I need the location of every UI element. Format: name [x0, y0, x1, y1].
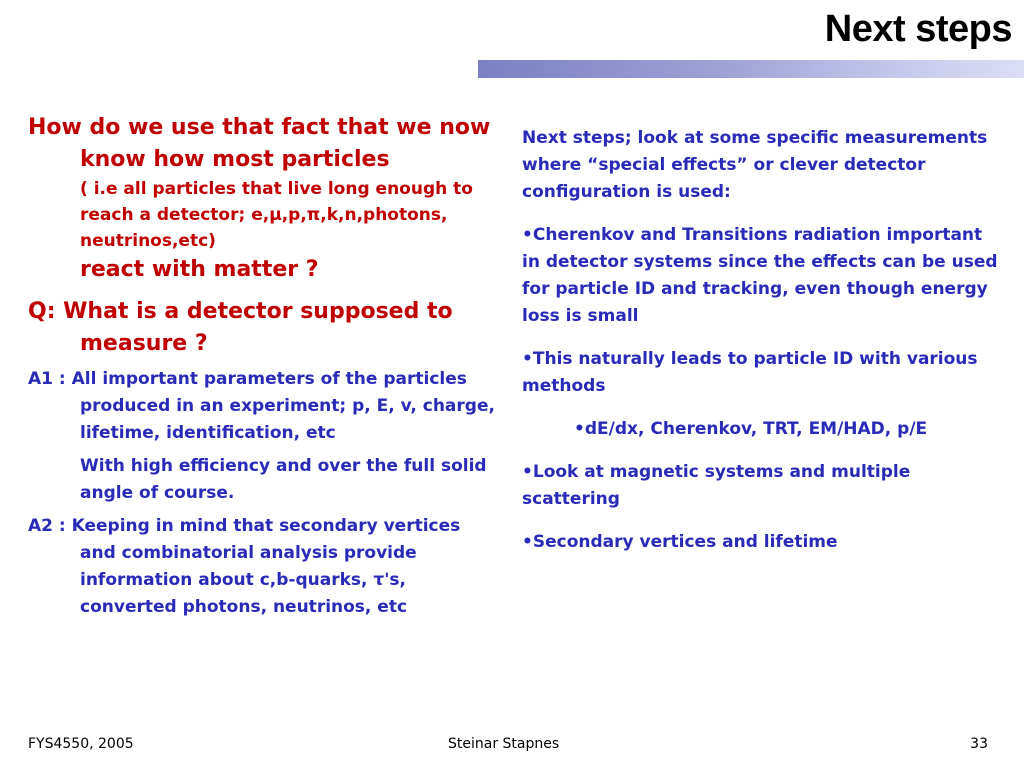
answer-2: A2 : Keeping in mind that secondary vertices and combinatorial analysis provide information about c,b-quarks, τ's, converted photons, neutrinos, etc	[28, 516, 461, 617]
bullet-cherenkov: •Cherenkov and Transitions radiation important in detector systems since the effects can be used for particle ID and tracking, even though energy loss is small	[522, 225, 998, 326]
question-1-line-1: How do we use that fact that we now know how most particles	[28, 115, 491, 172]
answer-1: A1 : All important parameters of the particles produced in an experiment; p, E, v, charge, lifetime, identification, etc	[28, 369, 495, 443]
bullet-magnetic-systems: •Look at magnetic systems and multiple scattering	[522, 462, 911, 509]
footer-page-number: 33	[970, 736, 988, 752]
answer-1-sub: With high efficiency and over the full solid angle of course.	[80, 456, 487, 503]
title-underline-bar	[478, 60, 1024, 78]
footer-author: Steinar Stapnes	[448, 736, 560, 752]
bullet-particle-id: •This naturally leads to particle ID with various methods	[522, 349, 978, 396]
right-intro: Next steps; look at some specific measurements where “special effects” or clever detector configuration is used:	[522, 128, 988, 202]
slide-title: Next steps	[824, 8, 1012, 50]
question-1-parenthetical: ( i.e all particles that live long enough to reach a detector; e,μ,p,π,k,n,photons, neutrinos,etc)	[80, 179, 473, 251]
right-column	[522, 125, 1002, 572]
question-2: Q: What is a detector supposed to measure ?	[28, 299, 453, 356]
bullet-secondary-vertices: •Secondary vertices and lifetime	[522, 532, 838, 552]
bullet-particle-id-methods: •dE/dx, Cherenkov, TRT, EM/HAD, p/E	[574, 419, 928, 439]
question-1-line-2: react with matter ?	[80, 257, 319, 282]
left-column	[28, 112, 498, 621]
footer-course: FYS4550, 2005	[28, 736, 134, 752]
